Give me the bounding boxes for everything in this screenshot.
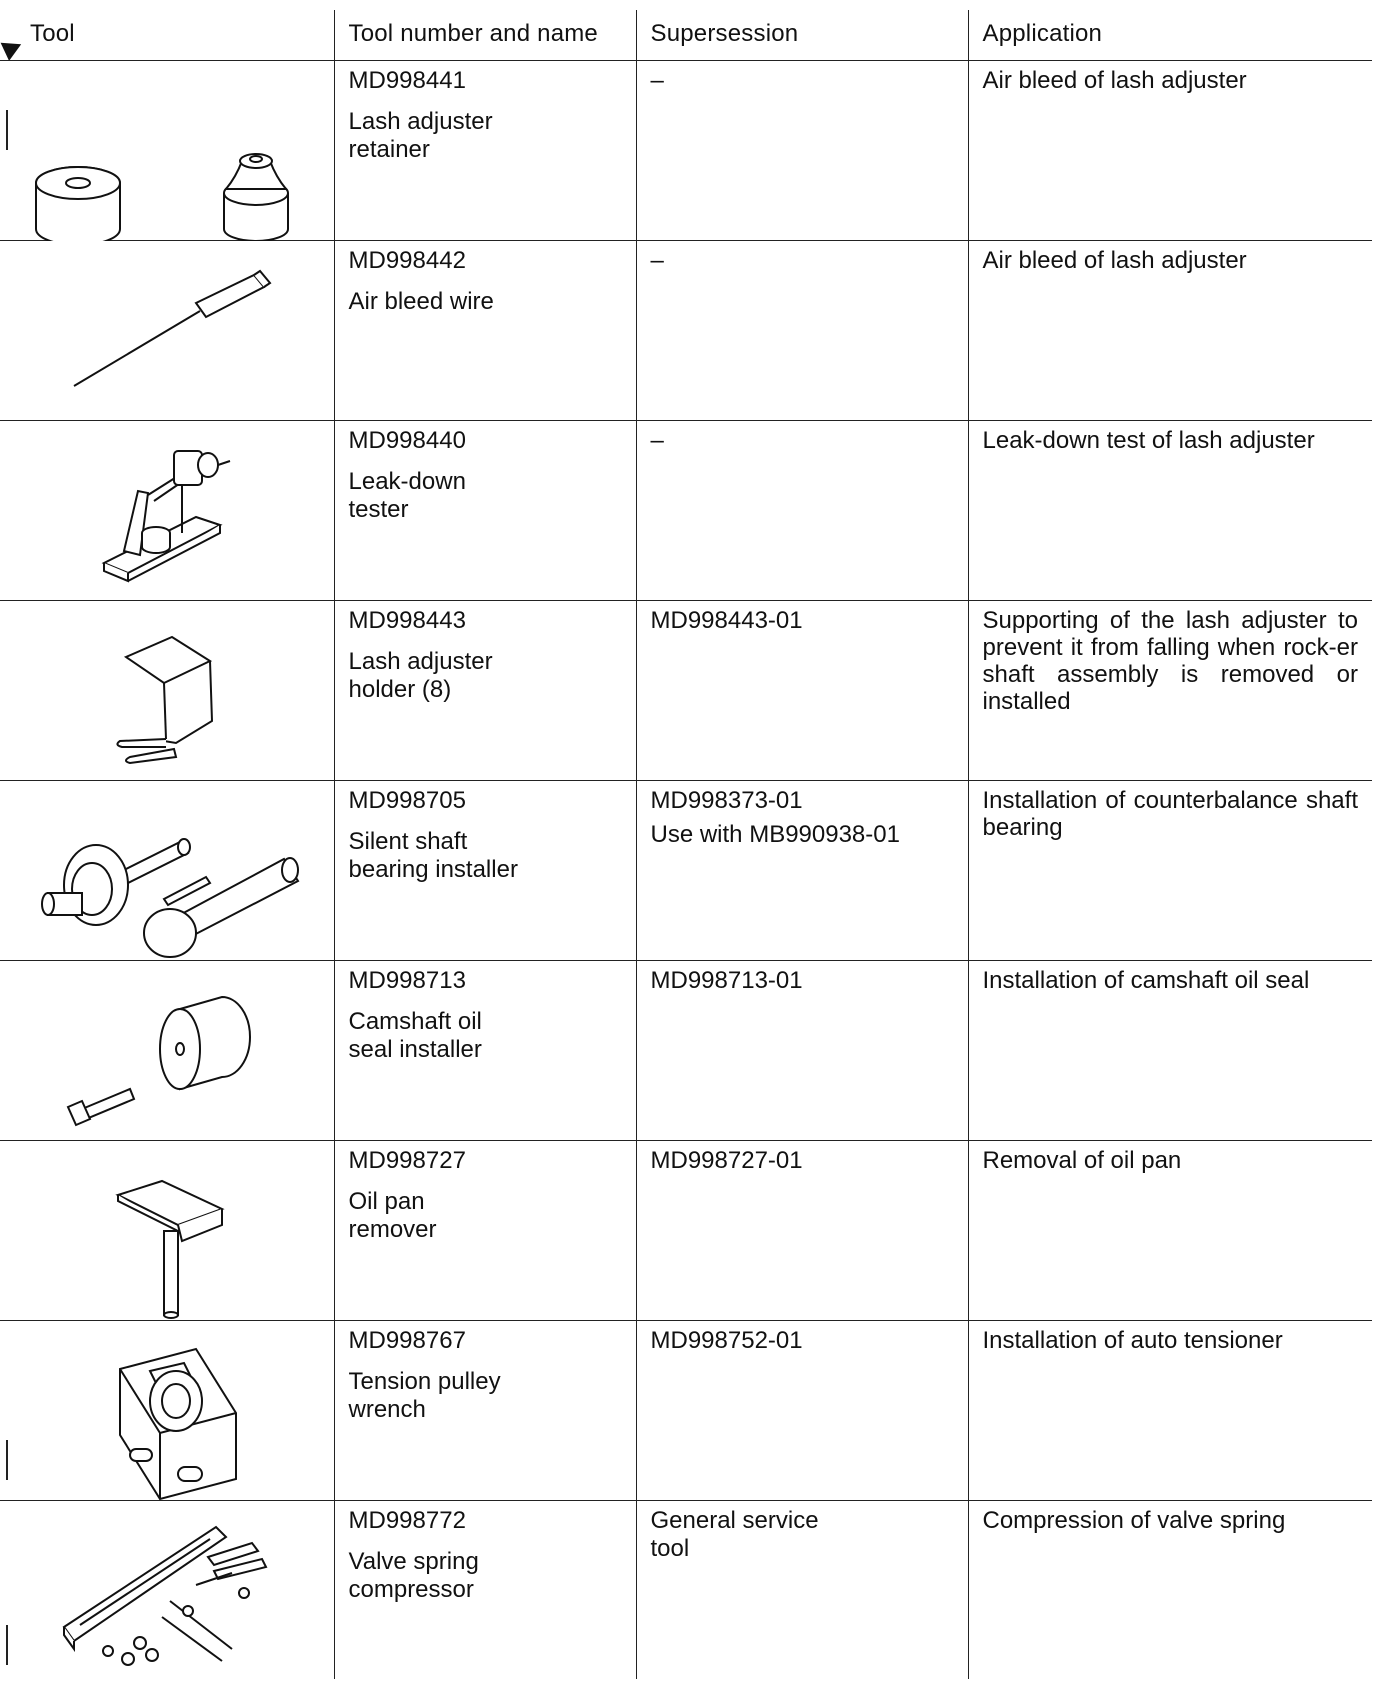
supersession-cell	[636, 600, 968, 780]
application-text: Supporting of the lash adjuster to prevent it from falling when rock-er shaft assembly is removed or installed	[982, 606, 1358, 715]
tool-image-cell	[0, 240, 334, 420]
lash-adjuster-retainer-icon	[0, 61, 334, 241]
supersession-value: MD998727-01	[650, 1146, 803, 1174]
application-cell	[968, 600, 1372, 780]
application-text: Installation of camshaft oil seal	[982, 966, 1310, 994]
tool-number-name-cell	[334, 420, 636, 600]
application-cell	[968, 60, 1372, 240]
silent-shaft-bearing-installer-icon	[0, 781, 334, 961]
application-cell	[968, 420, 1372, 600]
application-text: Installation of counterbalance shaft bearing	[982, 786, 1358, 841]
header-tool-number-name: Tool number and name	[334, 10, 636, 60]
tool-number-name-cell	[334, 600, 636, 780]
application-text: Air bleed of lash adjuster	[982, 66, 1247, 94]
tool-name: Camshaft oil seal installer	[348, 1007, 482, 1063]
tool-image-cell	[0, 960, 334, 1140]
tool-name: Silent shaft bearing installer	[348, 827, 518, 883]
supersession-cell	[636, 1500, 968, 1679]
tool-name: Lash adjuster retainer	[348, 107, 493, 163]
supersession-value: MD998373-01	[650, 786, 803, 814]
supersession-value: –	[650, 246, 664, 274]
table-row	[0, 780, 1372, 960]
air-bleed-wire-icon	[0, 241, 334, 421]
tool-image-cell	[0, 1500, 334, 1679]
application-cell	[968, 240, 1372, 420]
table-row	[0, 1140, 1372, 1320]
special-tools-table	[0, 10, 1372, 1679]
camshaft-oil-seal-installer-icon	[0, 961, 334, 1141]
application-cell	[968, 780, 1372, 960]
application-text: Compression of valve spring	[982, 1506, 1286, 1534]
tool-name: Leak-down tester	[348, 467, 466, 523]
tool-number-name-cell	[334, 960, 636, 1140]
tool-number-name-cell	[334, 1140, 636, 1320]
supersession-value: MD998443-01	[650, 606, 803, 634]
table-row	[0, 960, 1372, 1140]
supersession-cell	[636, 240, 968, 420]
tension-pulley-wrench-icon	[0, 1321, 334, 1501]
tool-number: MD998440	[348, 426, 466, 454]
tool-name: Tension pulley wrench	[348, 1367, 501, 1423]
application-cell	[968, 1140, 1372, 1320]
supersession-cell	[636, 420, 968, 600]
tool-number: MD998727	[348, 1146, 466, 1174]
tool-image-cell	[0, 420, 334, 600]
application-text: Air bleed of lash adjuster	[982, 246, 1247, 274]
leak-down-tester-icon	[0, 421, 334, 601]
application-text: Removal of oil pan	[982, 1146, 1182, 1174]
tool-number: MD998705	[348, 786, 466, 814]
table-row	[0, 1320, 1372, 1500]
tool-number-name-cell	[334, 60, 636, 240]
supersession-cell	[636, 1320, 968, 1500]
header-application: Application	[968, 10, 1372, 60]
table-row	[0, 1500, 1372, 1679]
lash-adjuster-holder-icon	[0, 601, 334, 781]
supersession-value: MD998752-01	[650, 1326, 803, 1354]
tool-number: MD998767	[348, 1326, 466, 1354]
tool-number-name-cell	[334, 1500, 636, 1679]
tool-name: Lash adjuster holder (8)	[348, 647, 493, 703]
tool-number: MD998441	[348, 66, 466, 94]
supersession-value: General service tool	[650, 1506, 819, 1562]
application-cell	[968, 960, 1372, 1140]
supersession-value: –	[650, 426, 664, 454]
application-text: Installation of auto tensioner	[982, 1326, 1283, 1354]
table-row	[0, 420, 1372, 600]
table-row	[0, 240, 1372, 420]
header-supersession: Supersession	[636, 10, 968, 60]
tool-number: MD998442	[348, 246, 466, 274]
tool-name: Oil pan remover	[348, 1187, 437, 1243]
tool-image-cell	[0, 780, 334, 960]
tool-number: MD998443	[348, 606, 466, 634]
tool-number: MD998713	[348, 966, 466, 994]
tool-image-cell	[0, 600, 334, 780]
tool-number-name-cell	[334, 1320, 636, 1500]
tool-name: Air bleed wire	[348, 287, 494, 315]
tool-number-name-cell	[334, 240, 636, 420]
application-cell	[968, 1320, 1372, 1500]
tool-image-cell	[0, 1320, 334, 1500]
supersession-note: Use with MB990938-01	[650, 820, 900, 848]
tool-number-name-cell	[334, 780, 636, 960]
tool-name: Valve spring compressor	[348, 1547, 479, 1603]
supersession-cell	[636, 60, 968, 240]
tool-image-cell	[0, 60, 334, 240]
table-header-row	[0, 10, 1372, 60]
table-row	[0, 600, 1372, 780]
supersession-value: –	[650, 66, 664, 94]
supersession-cell	[636, 1140, 968, 1320]
table-row	[0, 60, 1372, 240]
supersession-value: MD998713-01	[650, 966, 803, 994]
tool-image-cell	[0, 1140, 334, 1320]
header-tool: Tool	[0, 10, 334, 60]
oil-pan-remover-icon	[0, 1141, 334, 1321]
application-text: Leak-down test of lash adjuster	[982, 426, 1315, 454]
valve-spring-compressor-icon	[0, 1501, 334, 1681]
supersession-cell	[636, 960, 968, 1140]
supersession-cell	[636, 780, 968, 960]
application-cell	[968, 1500, 1372, 1679]
tool-number: MD998772	[348, 1506, 466, 1534]
